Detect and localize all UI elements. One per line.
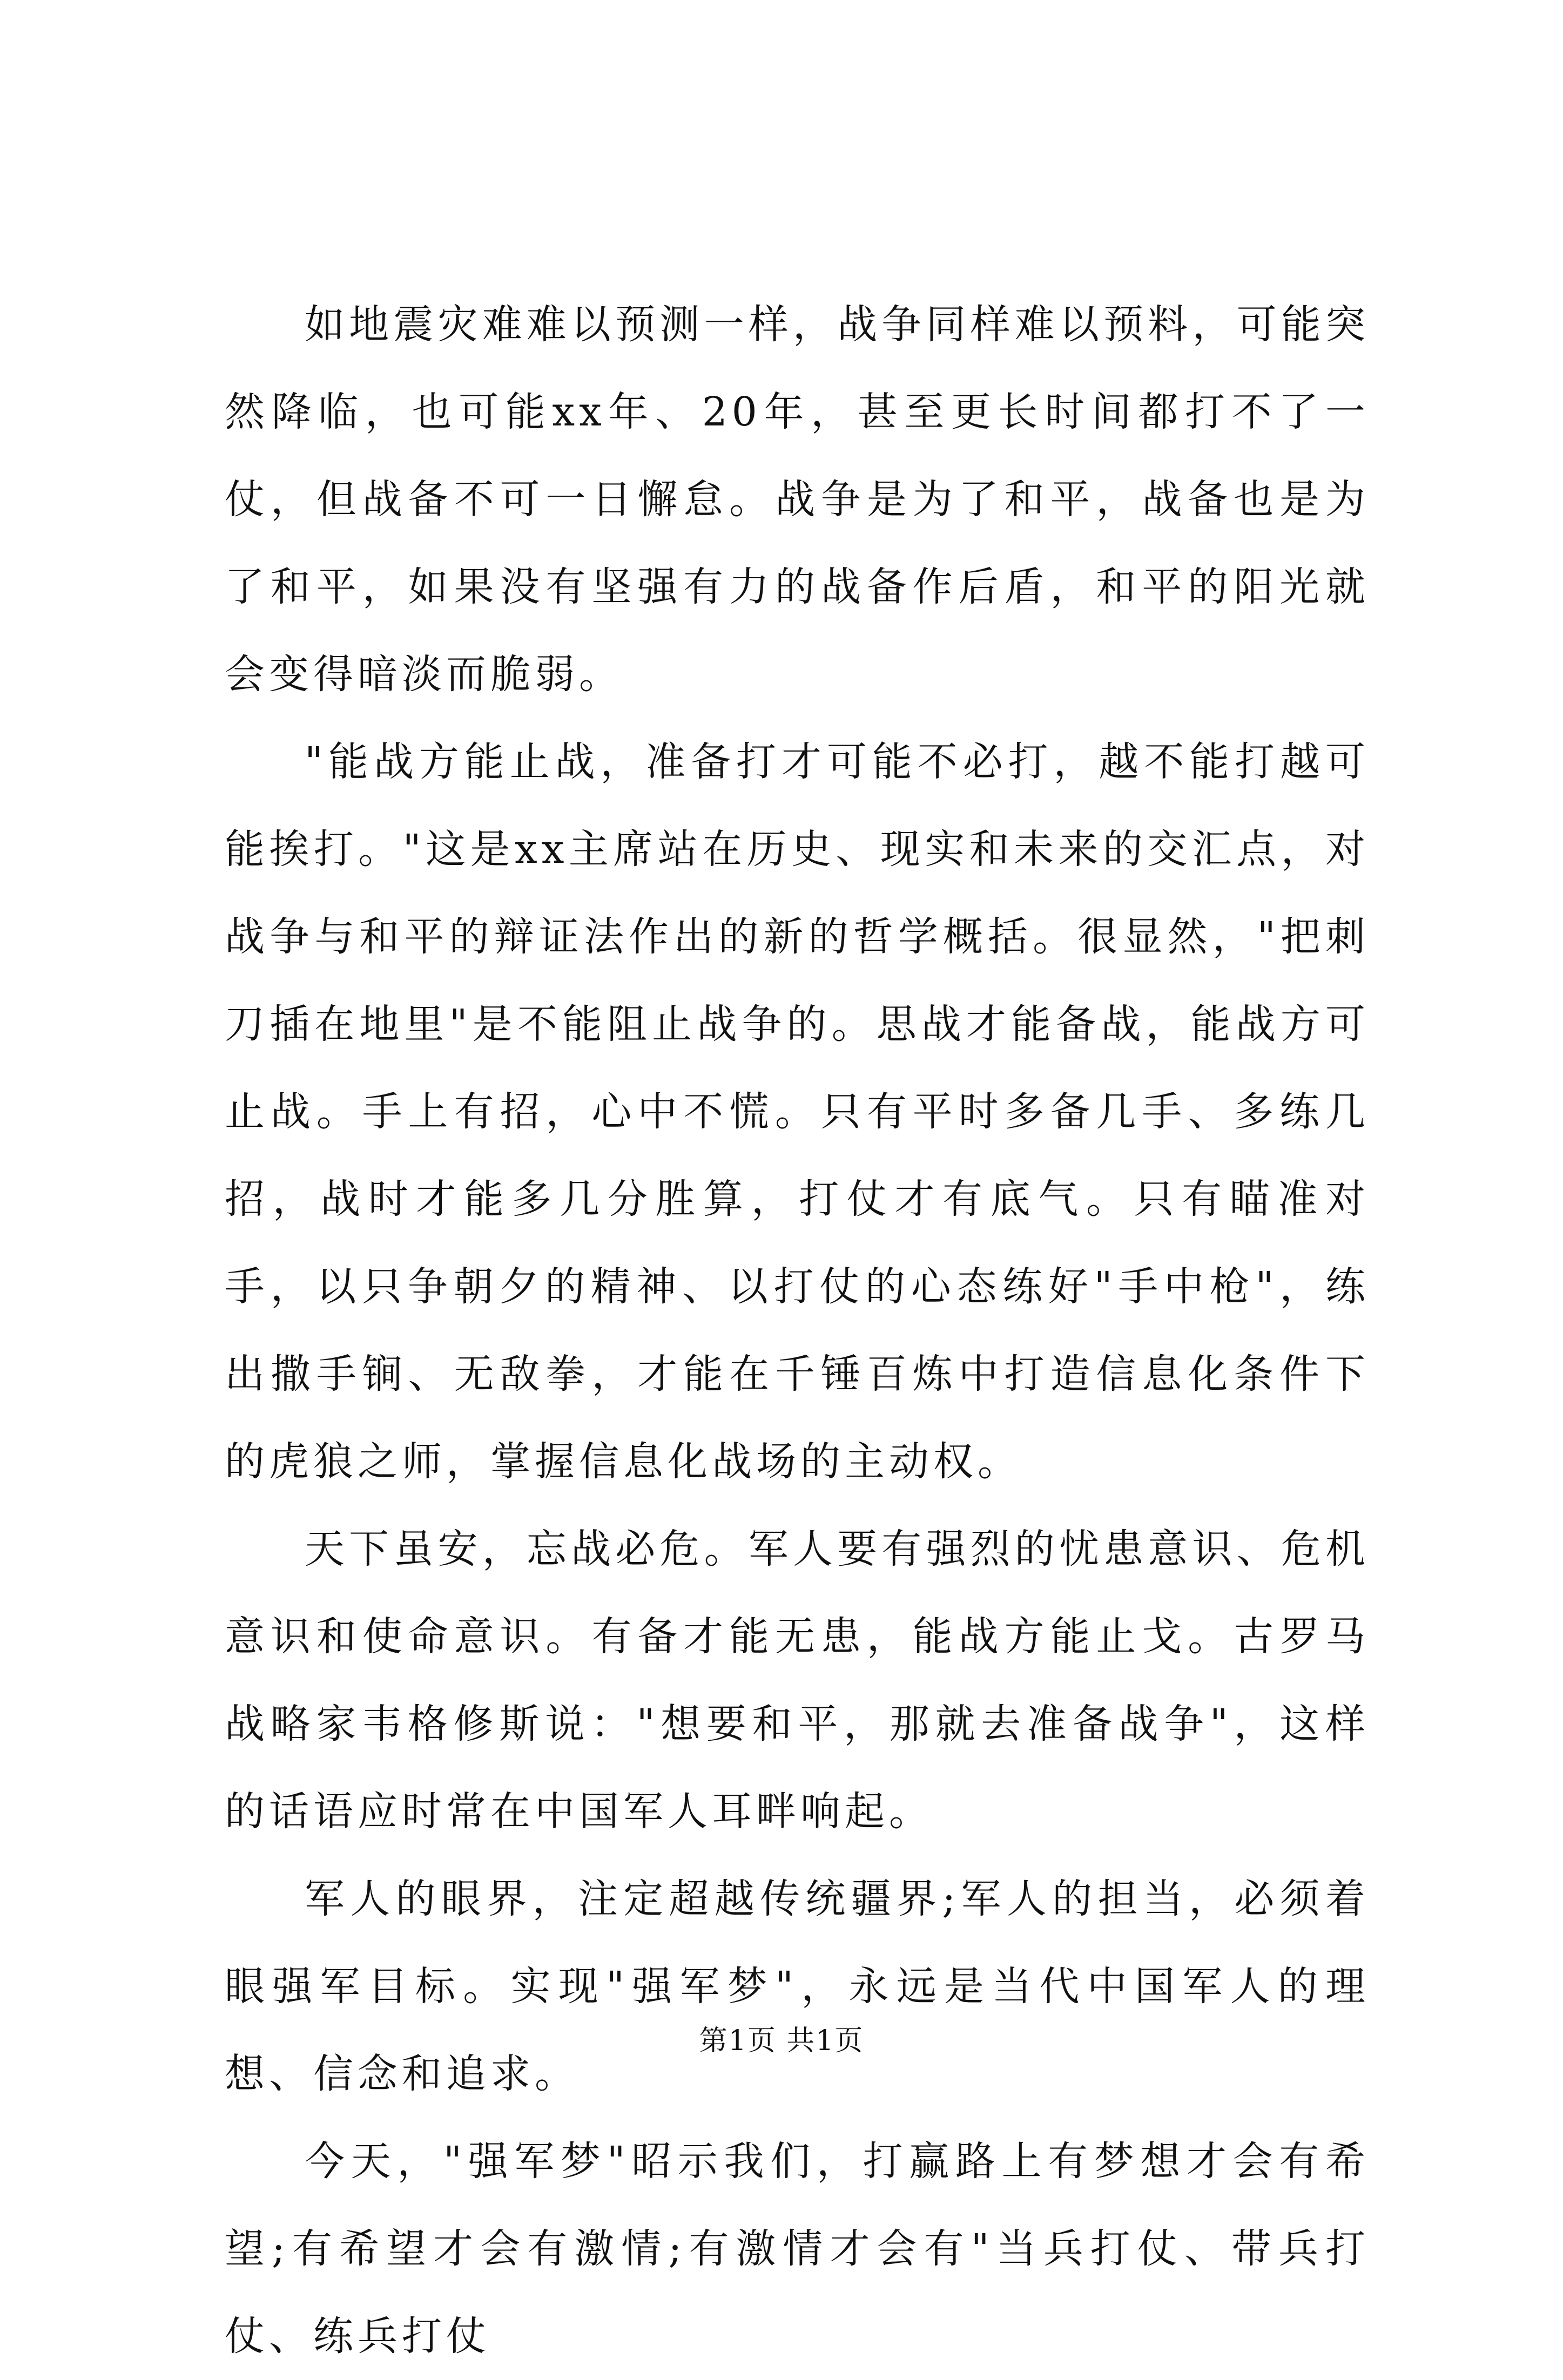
paragraph-1: 如地震灾难难以预测一样，战争同样难以预料，可能突然降临，也可能xx年、20年，甚至更长时间都打不了一仗，但战备不可一日懈怠。战争是为了和平，战备也是为了和平，如果没有坚强有力的战备作后盾，和平的阳光就会变得暗淡而脆弱。 [225,301,1370,698]
page-footer: 第1页 共1页 [699,2025,864,2057]
paragraph-2: "能战方能止战，准备打才可能不必打，越不能打越可能挨打。"这是xx主席站在历史、现实和未来的交汇点，对战争与和平的辩证法作出的新的哲学概括。很显然，"把刺刀插在地里"是不能阻止战争的。思战才能备战，能战方可止战。手上有招，心中不慌。只有平时多备几手、多练几招，战时才能多几分胜算，打仗才有底气。只有瞄准对手，以只争朝夕的精神、以打仗的心态练好"手中枪"，练出撒手锏、无敌拳，才能在千锤百炼中打造信息化条件下的虎狼之师，掌握信息化战场的主动权。 [225,739,1370,1485]
paragraph-5: 今天，"强军梦"昭示我们，打赢路上有梦想才会有希望;有希望才会有激情;有激情才会有"当兵打仗、带兵打仗、练兵打仗 [225,2138,1370,2359]
paragraph-4: 军人的眼界，注定超越传统疆界;军人的担当，必须着眼强军目标。实现"强军梦"，永远是当代中国军人的理想、信念和追求。 [225,1876,1370,2097]
document-body [225,281,1370,2380]
paragraph-3: 天下虽安，忘战必危。军人要有强烈的忧患意识、危机意识和使命意识。有备才能无患，能战方能止戈。古罗马战略家韦格修斯说："想要和平，那就去准备战争"，这样的话语应时常在中国军人耳畔响起。 [225,1526,1370,1835]
